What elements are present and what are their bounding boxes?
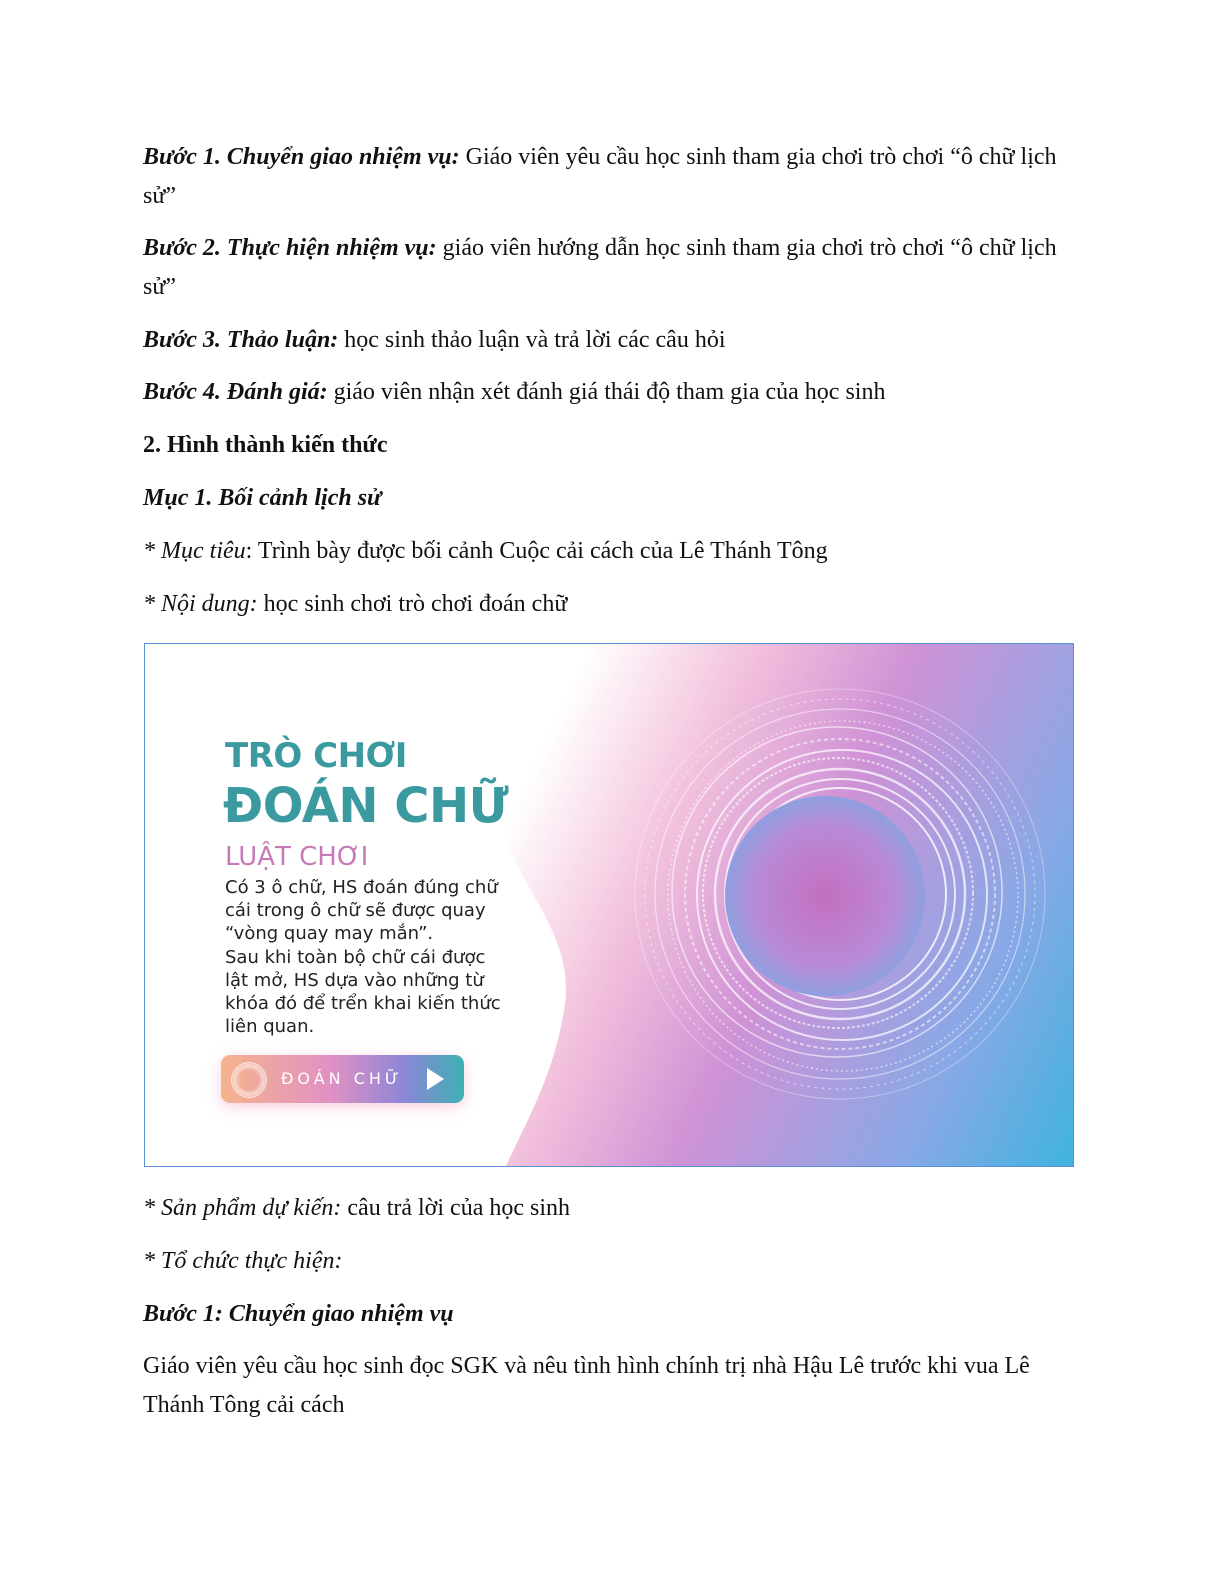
step1-text: Giáo viên yêu cầu học sinh đọc SGK và nêu tình hình chính trị nhà Hậu Lê trước khi vua Lê Thánh Tông cải cách [143,1353,1030,1418]
step-3-paragraph [143,321,1078,360]
organization-label: * Tổ chức thực hiện: [143,1248,343,1274]
objective-label: * Mục tiêu [143,538,246,564]
step-2-paragraph [143,229,1078,307]
section-heading: 2. Hình thành kiến thức [143,432,388,458]
step-1-text: Giáo viên yêu cầu học sinh tham gia chơi trò chơi “ô chữ lịch sử” [143,144,1057,209]
subsection-heading: Mục 1. Bối cảnh lịch sử [143,485,382,511]
step-2-label: Bước 2. Thực hiện nhiệm vụ: [143,235,437,261]
play-icon [427,1068,444,1090]
step1-heading: Bước 1: Chuyển giao nhiệm vụ [143,1301,454,1327]
rules-line: Sau khi toàn bộ chữ cái được [225,946,486,968]
guess-word-button-label: ĐOÁN CHỮ [281,1069,403,1088]
game-slide-image [144,643,1074,1167]
step-3-label: Bước 3. Thảo luận: [143,327,339,353]
slide-title-small: TRÒ CHƠI [225,736,407,776]
step-1-paragraph [143,138,1078,216]
rules-line: cái trong ô chữ sẽ được quay [225,900,486,922]
rules-text [225,876,525,1038]
product-paragraph [143,1189,1078,1228]
step-4-label: Bước 4. Đánh giá: [143,379,328,405]
product-label: * Sản phẩm dự kiến: [143,1195,342,1221]
rules-line: Có 3 ô chữ, HS đoán đúng chữ [225,877,498,898]
orb-icon [231,1062,267,1098]
rules-line: khóa đó để trển khai kiến thức [225,993,501,1015]
step-3-text: học sinh thảo luận và trả lời các câu hỏi [338,327,726,353]
objective-paragraph [143,532,1078,571]
ring-center [725,796,925,996]
step-4-text: giáo viên nhận xét đánh giá thái độ tham gia của học sinh [327,379,886,405]
slide-title-big: ĐOÁN CHỮ [223,778,509,834]
objective-text: : Trình bày được bối cảnh Cuộc cải cách của Lê Thánh Tông [245,538,828,564]
step-1-label: Bước 1. Chuyển giao nhiệm vụ: [143,144,460,170]
rules-line: “vòng quay may mắn”. [225,923,434,945]
content-text: học sinh chơi trò chơi đoán chữ [257,591,568,617]
step-2-text: giáo viên hướng dẫn học sinh tham gia chơi trò chơi “ô chữ lịch sử” [143,235,1057,300]
guess-word-button[interactable] [221,1055,464,1103]
content-label: * Nội dung: [143,591,258,617]
rules-line: lật mở, HS dựa vào những từ [225,969,484,991]
rules-line: liên quan. [225,1016,315,1038]
rules-title: LUẬT CHƠI [225,842,369,872]
content-paragraph [143,585,1078,624]
step-4-paragraph [143,373,1078,412]
product-text: câu trả lời của học sinh [341,1195,570,1221]
